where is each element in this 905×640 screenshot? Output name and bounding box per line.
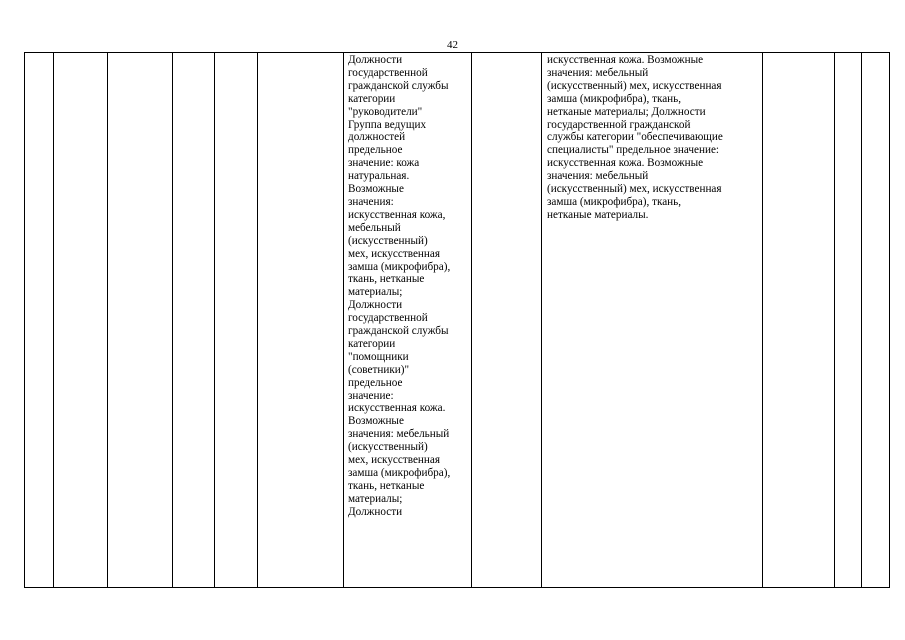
table-cell-requirements: Должности государственной гражданской службы категории "руководители" Группа ведущих должностей предельное значение: кожа натуральная. Возможные значения: искусственная кожа, мебельный (искусственный) мех, искусственная замша (микрофибра), ткань, нетканые материалы; Должности государственной гражданской службы категории "помощники (советники)" предельное значение: искусственная кожа. Возможные значения: мебельный (искусственный) мех, искусственная замша (микрофибра), ткань, нетканые материалы; Должности bbox=[348, 54, 451, 518]
table-column-divider bbox=[541, 53, 542, 587]
document-table bbox=[24, 52, 890, 588]
table-column-divider bbox=[762, 53, 763, 587]
page-number: 42 bbox=[447, 39, 458, 51]
table-column-divider bbox=[343, 53, 344, 587]
table-column-divider bbox=[834, 53, 835, 587]
table-column-divider bbox=[257, 53, 258, 587]
table-column-divider bbox=[172, 53, 173, 587]
table-column-divider bbox=[107, 53, 108, 587]
table-column-divider bbox=[861, 53, 862, 587]
table-column-divider bbox=[53, 53, 54, 587]
table-column-divider bbox=[214, 53, 215, 587]
table-cell-values: искусственная кожа. Возможные значения: мебельный (искусственный) мех, искусственная замша (микрофибра), ткань, нетканые материалы; Должности государственной гражданской службы категории "обеспечивающие специалисты" предельное значение: искусственная кожа. Возможные значения: мебельный (искусственный) мех, искусственная замша (микрофибра), ткань, нетканые материалы. bbox=[547, 54, 723, 221]
